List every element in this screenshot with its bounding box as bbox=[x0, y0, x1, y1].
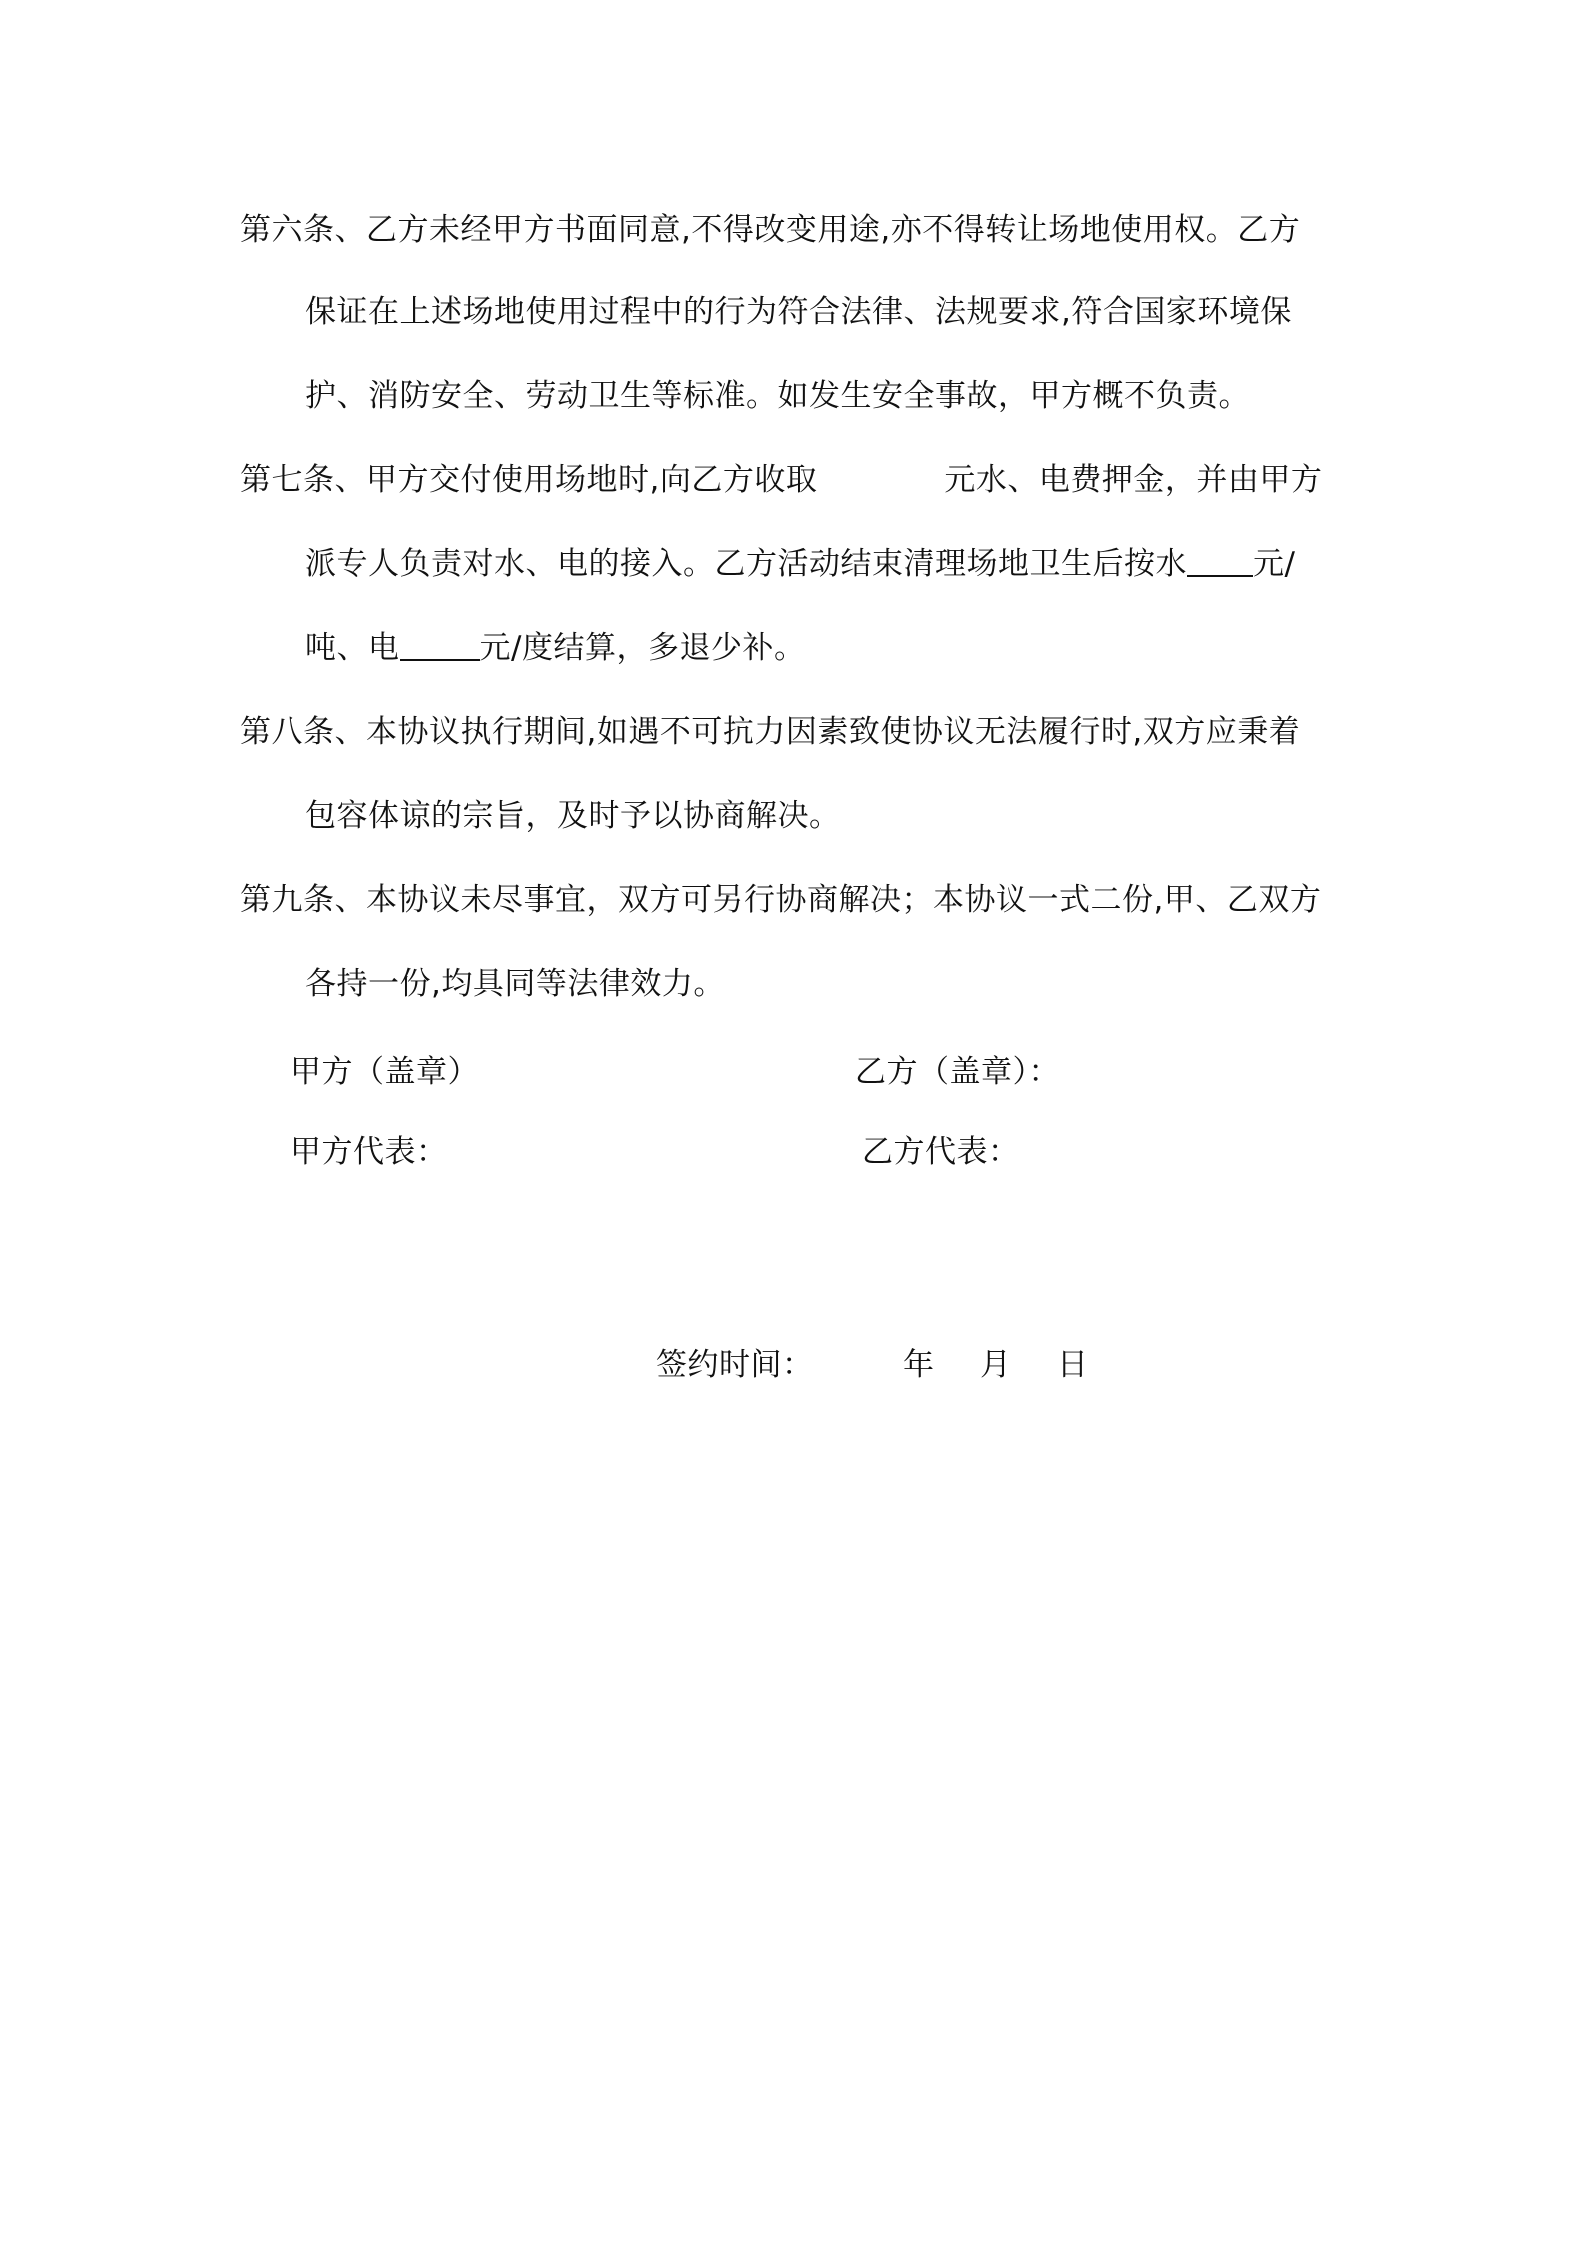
article-7-line-3 bbox=[305, 628, 805, 668]
party-a-seal-label: 甲方（盖章） bbox=[290, 1054, 479, 1090]
article-7-text-a: 第七条、甲方交付使用场地时,向乙方收取 bbox=[240, 462, 818, 498]
signing-date-year: 年 bbox=[903, 1347, 935, 1383]
article-8-line-1: 第八条、本协议执行期间,如遇不可抗力因素致使协议无法履行时,双方应秉着 bbox=[240, 714, 1301, 750]
water-price-blank bbox=[1187, 545, 1253, 577]
party-a-representative-label: 甲方代表： bbox=[290, 1134, 448, 1170]
signing-date-day: 日 bbox=[1057, 1347, 1089, 1383]
article-7-text-b: 元水、电费押金，并由甲方 bbox=[944, 462, 1323, 498]
article-6-line-2: 保证在上述场地使用过程中的行为符合法律、法规要求,符合国家环境保 bbox=[305, 294, 1292, 330]
signing-date-month: 月 bbox=[980, 1347, 1012, 1383]
article-8-line-2: 包容体谅的宗旨，及时予以协商解决。 bbox=[305, 798, 841, 834]
electricity-price-blank bbox=[400, 629, 480, 661]
party-b-representative-label: 乙方代表： bbox=[862, 1134, 1020, 1170]
party-b-seal-label: 乙方（盖章）： bbox=[855, 1054, 1060, 1090]
article-9-line-2: 各持一份,均具同等法律效力。 bbox=[305, 966, 725, 1002]
article-9-line-1: 第九条、本协议未尽事宜，双方可另行协商解决；本协议一式二份,甲、乙双方 bbox=[240, 882, 1322, 918]
article-6-line-1: 第六条、乙方未经甲方书面同意,不得改变用途,亦不得转让场地使用权。乙方 bbox=[240, 212, 1301, 248]
article-7-text-d: 元/ bbox=[1253, 546, 1296, 582]
article-7-line-1 bbox=[240, 460, 1322, 500]
signing-date-label: 签约时间： bbox=[656, 1347, 814, 1383]
article-7-line-2 bbox=[305, 544, 1295, 584]
article-6-line-3: 护、消防安全、劳动卫生等标准。如发生安全事故，甲方概不负责。 bbox=[305, 378, 1250, 414]
article-7-text-c: 派专人负责对水、电的接入。乙方活动结束清理场地卫生后按水 bbox=[305, 546, 1187, 582]
article-7-text-f: 元/度结算，多退少补。 bbox=[479, 630, 806, 666]
article-7-text-e: 吨、电 bbox=[305, 630, 400, 666]
